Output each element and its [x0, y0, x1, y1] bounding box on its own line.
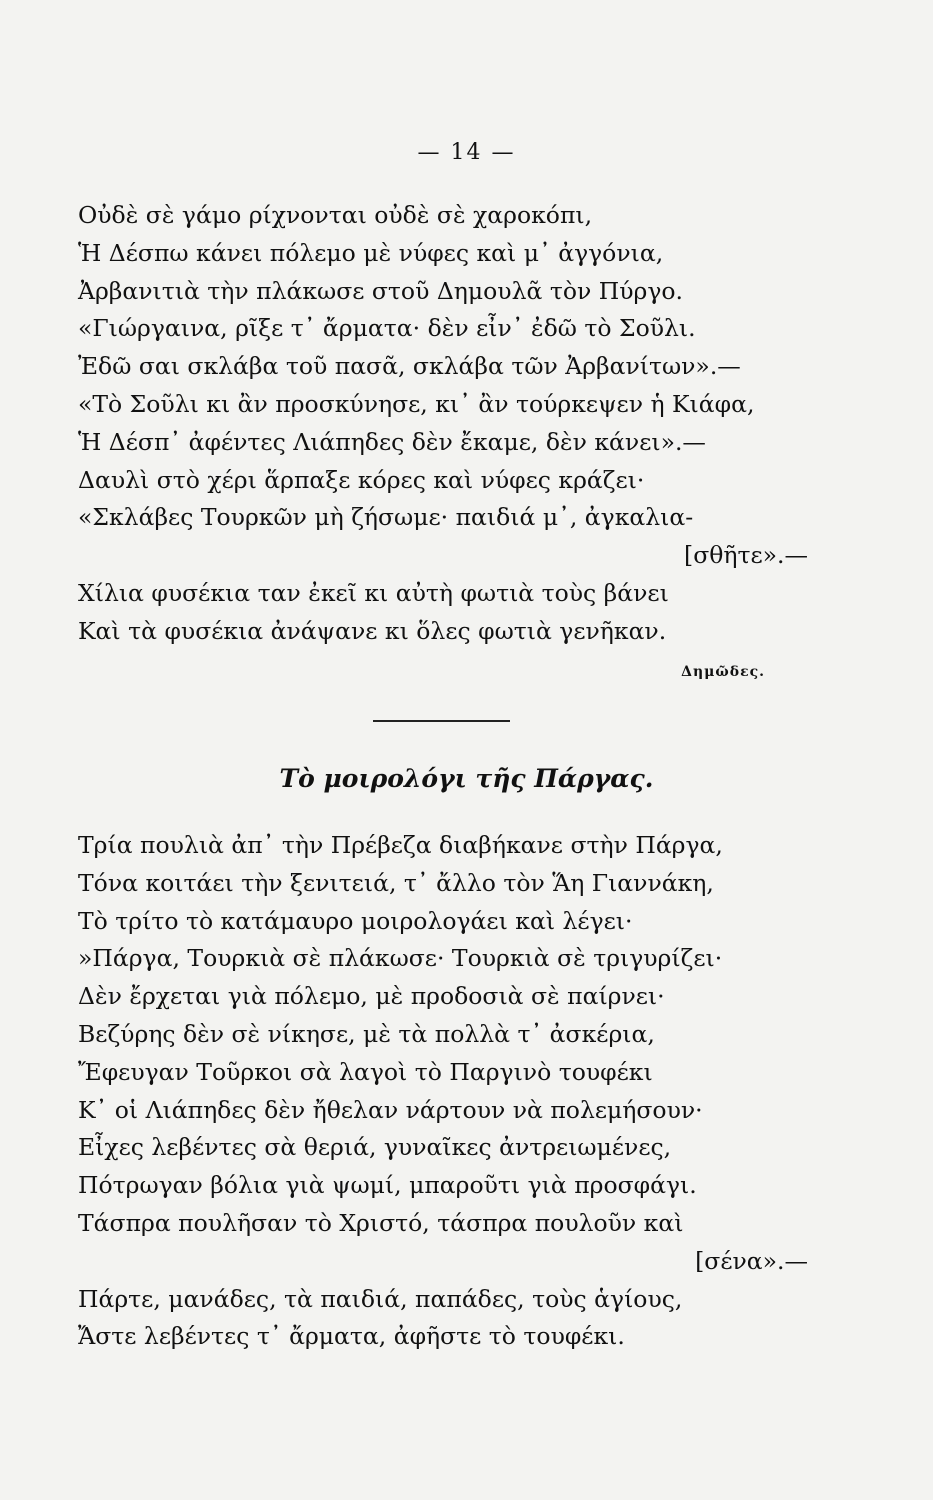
- poem-line: Τρία πουλιὰ ἀπ᾽ τὴν Πρέβεζα διαβήκανε στὴν Πάργα,: [78, 831, 723, 859]
- poem-title: Τὸ μοιρολόγι τῆς Πάργας.: [279, 764, 654, 793]
- page-number: — 14 —: [417, 140, 516, 165]
- poem-line: Δὲν ἔρχεται γιὰ πόλεμο, μὲ προδοσιὰ σὲ παίρνει·: [78, 982, 665, 1011]
- poem-line: Οὐδὲ σὲ γάμο ρίχνονται οὐδὲ σὲ χαροκόπι,: [78, 201, 593, 229]
- poem-line: Καὶ τὰ φυσέκια ἀνάψανε κι ὅλες φωτιὰ γενῆκαν.: [78, 616, 667, 645]
- poem-line: Κ᾽ οἱ Λιάπηδες δὲν ἤθελαν νάρτουν νὰ πολεμήσουν·: [78, 1095, 703, 1124]
- poem-line: Χίλια φυσέκια ταν ἐκεῖ κι αὐτὴ φωτιὰ τοὺς βάνει: [78, 578, 669, 607]
- poem-line: Τόνα κοιτάει τὴν ξενιτειά, τ᾽ ἄλλο τὸν Ἅη Γιαννάκη,: [78, 868, 714, 897]
- poem-line: Βεζύρης δὲν σὲ νίκησε, μὲ τὰ πολλὰ τ᾽ ἀσκέρια,: [78, 1019, 655, 1048]
- poem-1-stanza: [78, 197, 818, 651]
- attribution: Δημῶδες.: [681, 664, 765, 680]
- poem-line: Ἔφευγαν Τοῦρκοι σὰ λαγοὶ τὸ Παργινὸ τουφέκι: [78, 1057, 653, 1086]
- poem-line: Πάρτε, μανάδες, τὰ παιδιά, παπάδες, τοὺς ἁγίους,: [78, 1284, 683, 1313]
- poem-line-continuation: [σθῆτε».—: [684, 541, 808, 570]
- poem-line: Ἐδῶ σαι σκλάβα τοῦ πασᾶ, σκλάβα τῶν Ἀρβανίτων».—: [78, 352, 741, 381]
- poem-line: Εἶχες λεβέντες σὰ θεριά, γυναῖκες ἀντρειωμένες,: [78, 1133, 672, 1162]
- poem-line: Τὸ τρίτο τὸ κατάμαυρο μοιρολογάει καὶ λέγει·: [78, 906, 633, 935]
- poem-line: «Τὸ Σοῦλι κι ἂν προσκύνησε, κι᾽ ἂν τούρκεψεν ἡ Κιάφα,: [78, 389, 755, 418]
- poem-line: »Πάργα, Τουρκιὰ σὲ πλάκωσε· Τουρκιὰ σὲ τριγυρίζει·: [78, 944, 723, 973]
- poem-line: Ἄστε λεβέντες τ᾽ ἄρματα, ἀφῆστε τὸ τουφέκι.: [78, 1322, 625, 1351]
- poem-line: Δαυλὶ στὸ χέρι ἅρπαξε κόρες καὶ νύφες κράζει·: [78, 465, 645, 494]
- poem-line: Πότρωγαν βόλια γιὰ ψωμί, μπαροῦτι γιὰ προσφάγι.: [78, 1171, 697, 1200]
- poem-line: «Γιώργαινα, ρῖξε τ᾽ ἄρματα· δὲν εἶν᾽ ἐδῶ τὸ Σοῦλι.: [78, 314, 696, 343]
- section-divider: [373, 720, 510, 722]
- poem-line: Τάσπρα πουλῆσαν τὸ Χριστό, τάσπρα πουλοῦν καὶ: [78, 1208, 684, 1237]
- poem-2-stanza: [78, 827, 818, 1356]
- poem-line: Ἀρβανιτιὰ τὴν πλάκωσε στοῦ Δημουλᾶ τὸν Πύργο.: [78, 276, 683, 305]
- poem-line-continuation: [σένα».—: [695, 1246, 808, 1275]
- poem-line: «Σκλάβες Τουρκῶν μὴ ζήσωμε· παιδιά μ᾽, ἀγκαλια-: [78, 503, 694, 532]
- poem-line: Ἡ Δέσπ᾽ ἀφέντες Λιάπηδες δὲν ἔκαμε, δὲν κάνει».—: [78, 427, 706, 456]
- poem-line: Ἡ Δέσπω κάνει πόλεμο μὲ νύφες καὶ μ᾽ ἀγγόνια,: [78, 238, 664, 267]
